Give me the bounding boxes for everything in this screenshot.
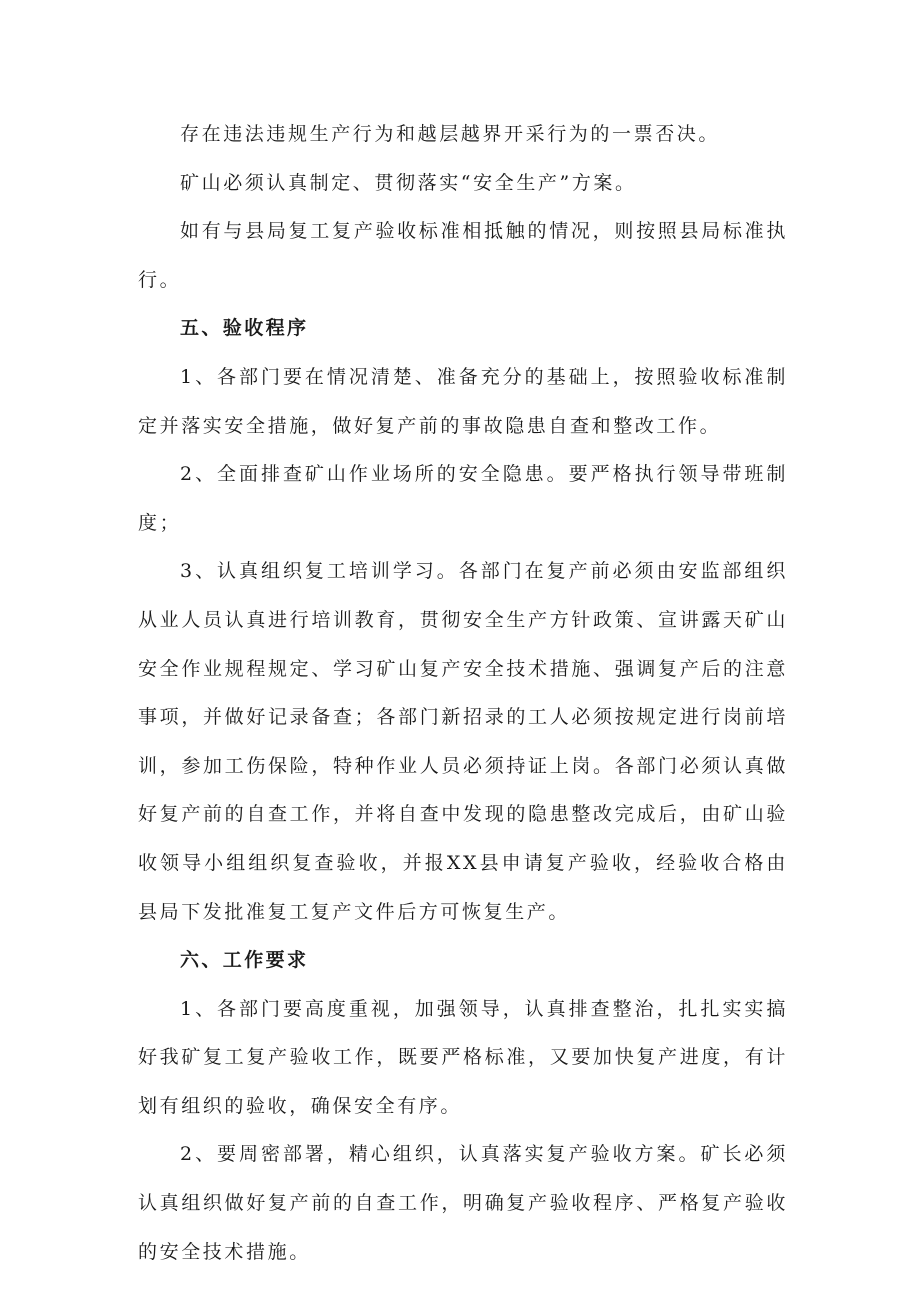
paragraph-safety-plan: 矿山必须认真制定、贯彻落实“安全生产”方案。 xyxy=(180,171,637,194)
paragraph-procedure-1: 1、各部门要在情况清楚、准备充分的基础上，按照验收标准制定并落实安全措施，做好复产前的事故隐患自查和整改工作。 xyxy=(138,365,788,437)
paragraph-requirement-1: 1、各部门要高度重视，加强领导，认真排查整治，扎扎实实搞好我矿复工复产验收工作，既要严格标准，又要加快复产进度，有计划有组织的验收，确保安全有序。 xyxy=(138,997,788,1117)
paragraph-county-standard: 如有与县局复工复产验收标准相抵触的情况，则按照县局标准执行。 xyxy=(138,220,788,291)
paragraph-one-vote-veto: 存在违法违规生产行为和越层越界开采行为的一票否决。 xyxy=(180,123,721,145)
paragraph-requirement-2: 2、要周密部署，精心组织，认真落实复产验收方案。矿长必须认真组织做好复产前的自查工作，明确复产验收程序、严格复产验收的安全技术措施。 xyxy=(138,1143,788,1263)
paragraph-procedure-2: 2、全面排查矿山作业场所的安全隐患。要严格执行领导带班制度； xyxy=(138,463,788,534)
document-body xyxy=(138,110,788,1276)
section-heading-work-requirements: 六、工作要求 xyxy=(180,949,309,972)
paragraph-procedure-3: 3、认真组织复工培训学习。各部门在复产前必须由安监部组织从业人员认真进行培训教育，贯彻安全生产方针政策、宣讲露天矿山安全作业规程规定、学习矿山复产安全技术措施、强调复产后的注意事项，并做好记录备查；各部门新招录的工人必须按规定进行岗前培训，参加工伤保险，特种作业人员必须持证上岗。各部门必须认真做好复产前的自查工作，并将自查中发现的隐患整改完成后，由矿山验收领导小组组织复查验收，并报XX县申请复产验收，经验收合格由县局下发批准复工复产文件后方可恢复生产。 xyxy=(138,560,788,923)
section-heading-acceptance-procedure: 五、验收程序 xyxy=(180,317,309,340)
